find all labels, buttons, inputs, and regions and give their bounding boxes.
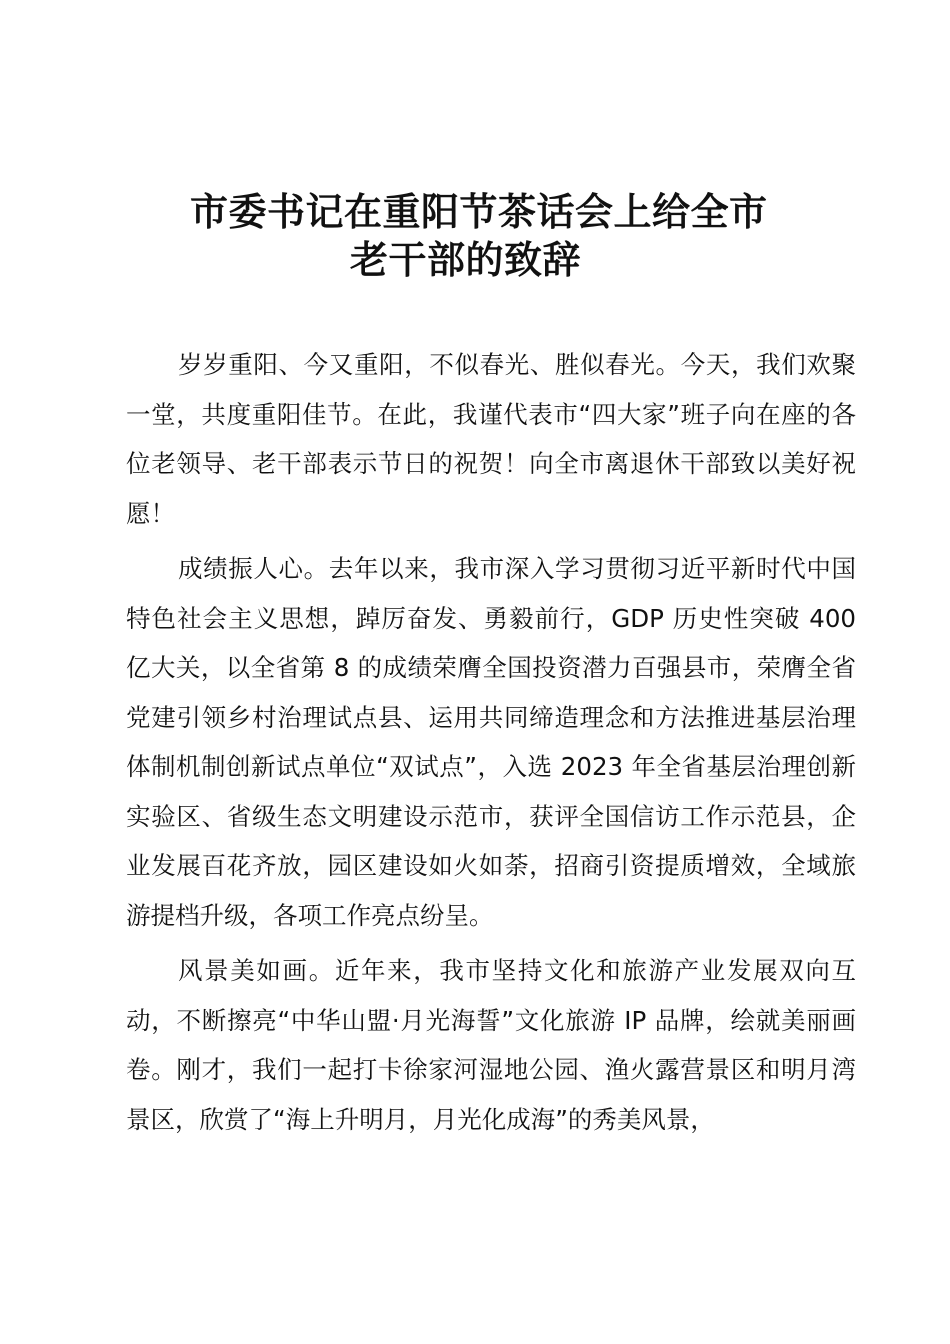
paragraph-achievements: 成绩振人心。去年以来，我市深入学习贯彻习近平新时代中国特色社会主义思想，踔厉奋发、勇毅前行，GDP 历史性突破 400 亿大关，以全省第 8 的成绩荣膺全国投资潜力百强县市，荣膺全省党建引领乡村治理试点县、运用共同缔造理念和方法推进基层治理体制机制创新试点单位“双试点”，入选 2023 年全省基层治理创新实验区、省级生态文明建设示范市，获评全国信访工作示范县，企业发展百花齐放，园区建设如火如荼，招商引资提质增效，全域旅游提档升级，各项工作亮点纷呈。: [126, 554, 856, 930]
paragraph-greeting: 岁岁重阳、今又重阳，不似春光、胜似春光。今天，我们欢聚一堂，共度重阳佳节。在此，我谨代表市“四大家”班子向在座的各位老领导、老干部表示节日的祝贺！向全市离退休干部致以美好祝愿！: [126, 350, 856, 528]
document-title: [120, 188, 880, 284]
document-body: [126, 340, 856, 1150]
title-line-2: 老干部的致辞: [350, 237, 582, 282]
title-line-1: 市委书记在重阳节茶话会上给全市: [190, 189, 768, 234]
paragraph-scenery: 风景美如画。近年来，我市坚持文化和旅游产业发展双向互动，不断擦亮“中华山盟·月光海誓”文化旅游 IP 品牌，绘就美丽画卷。刚才，我们一起打卡徐家河湿地公园、渔火露营景区和明月湾景区，欣赏了“海上升明月，月光化成海”的秀美风景，: [126, 956, 856, 1134]
